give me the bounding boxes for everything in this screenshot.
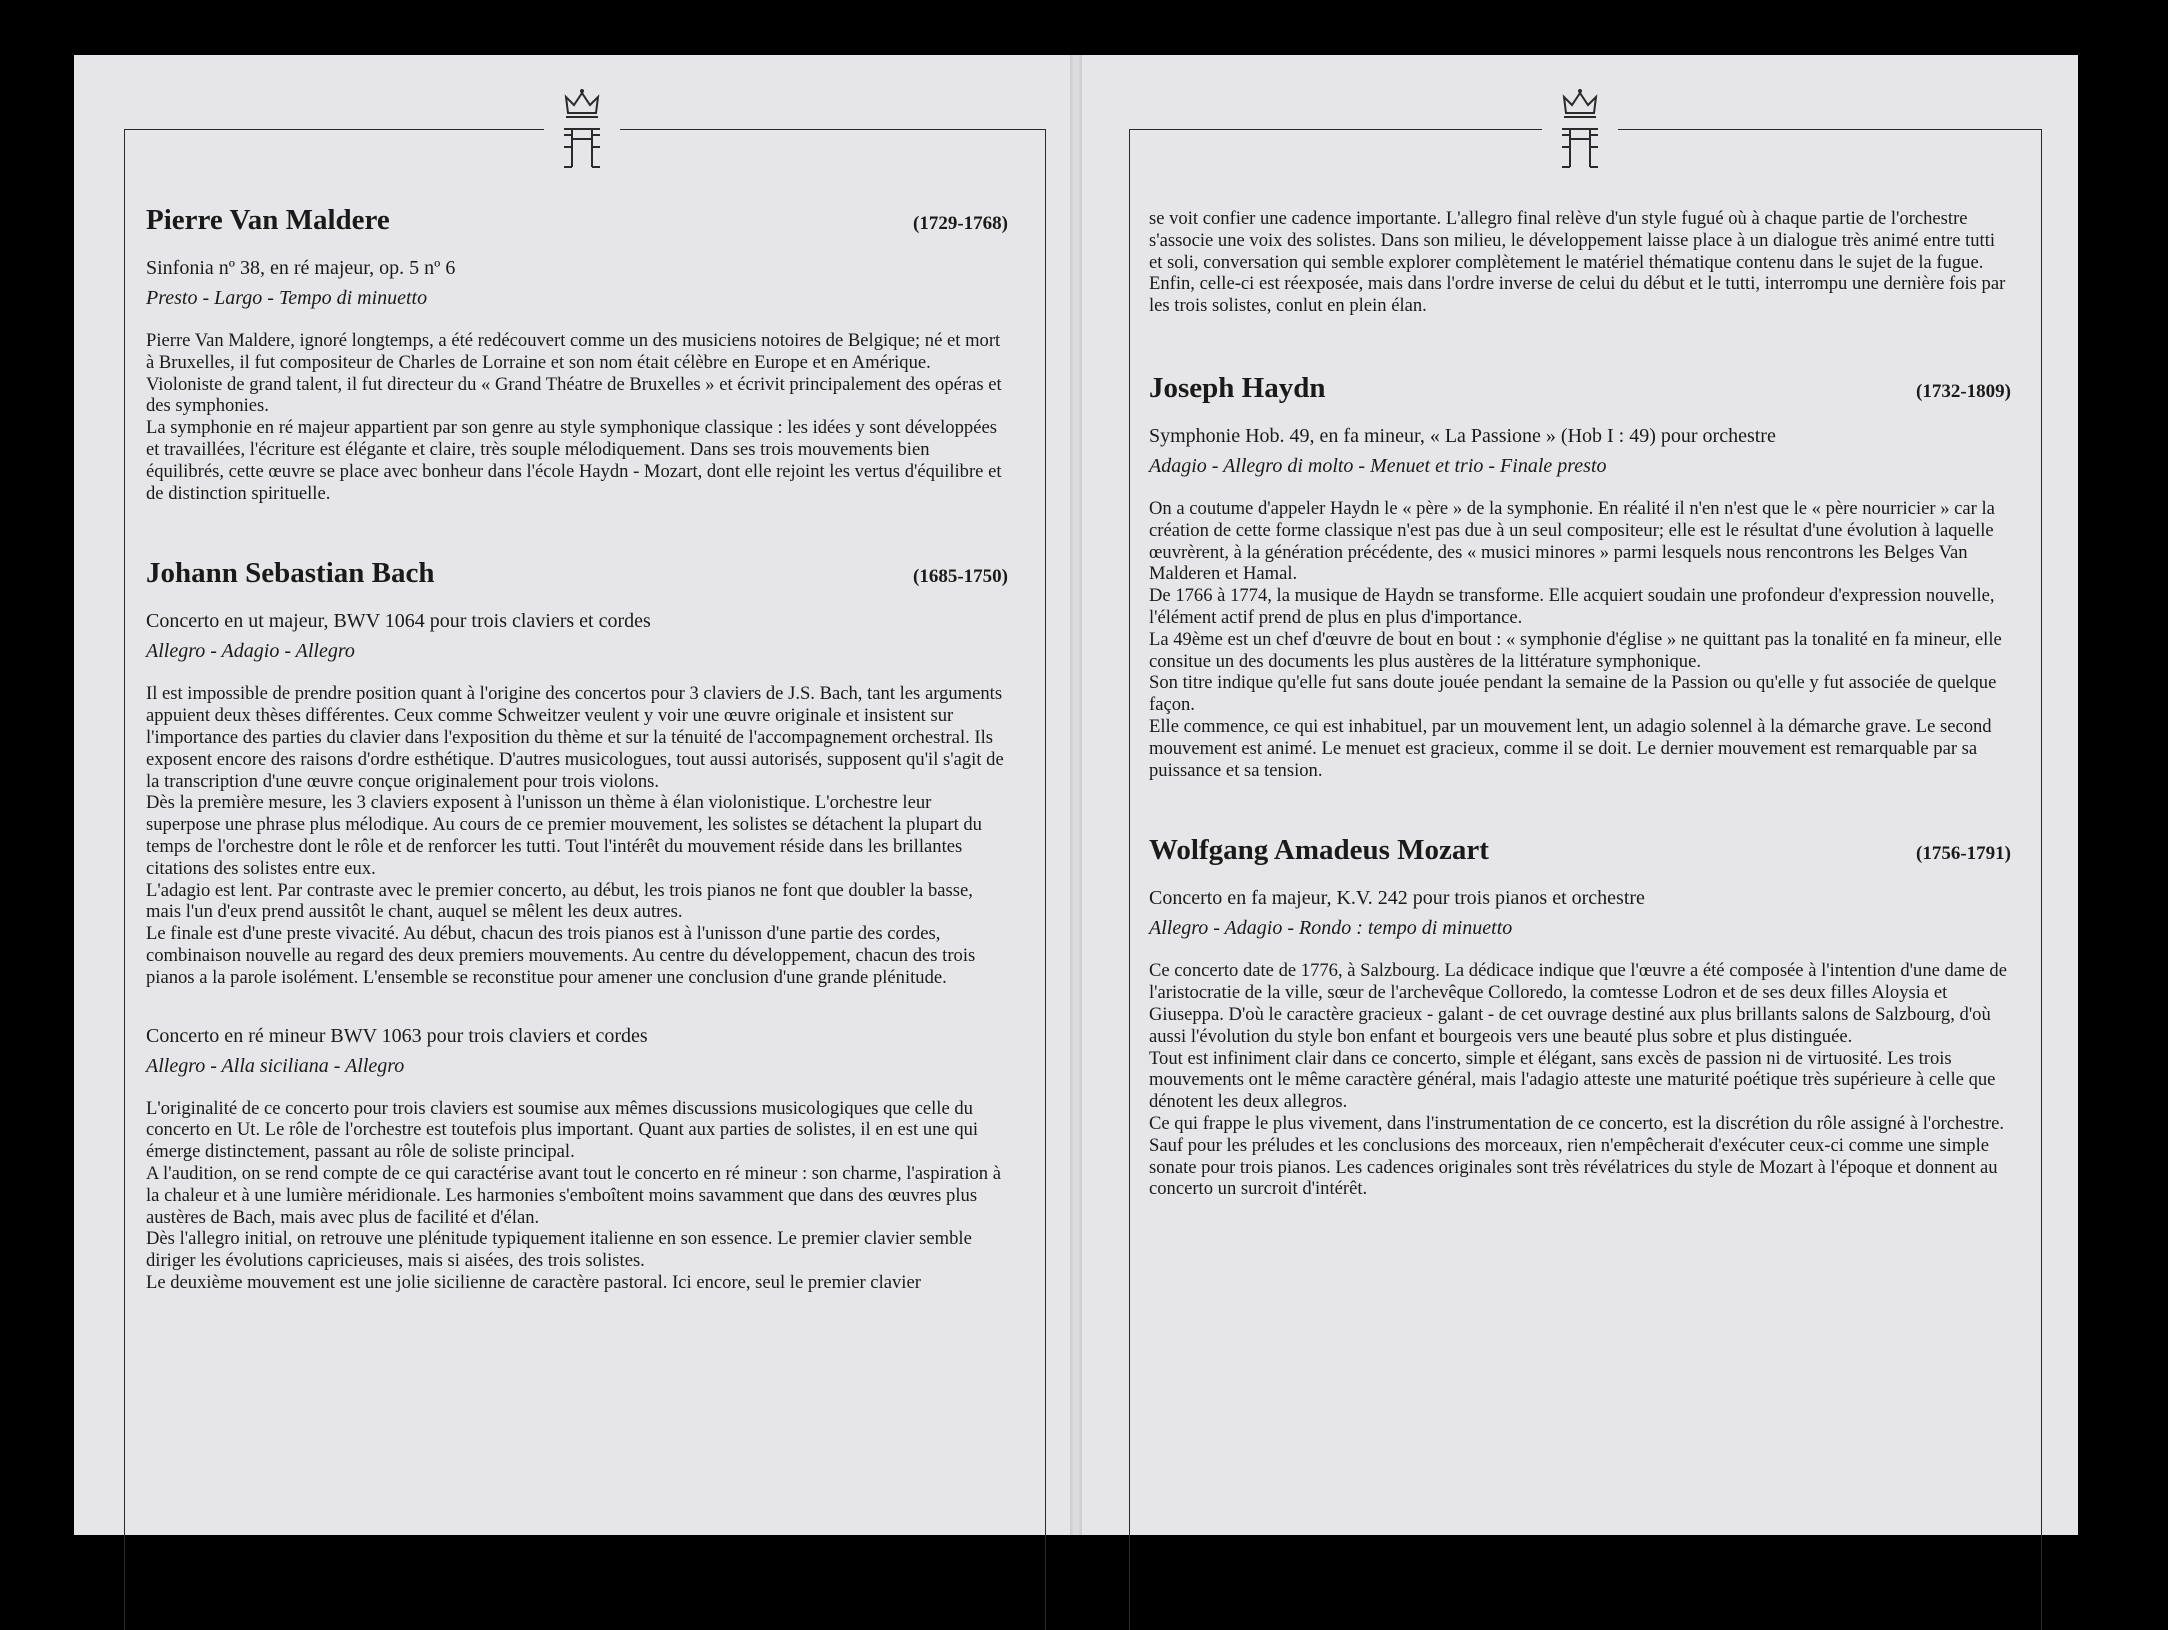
paragraph: Tout est infiniment clair dans ce concerto, simple et élégant, sans excès de passion ni de virtuosité. Les trois mouvements ont le même caractère général, mais l'adagio atteste une maturité poétique très supérieure à celle que dénotent les deux allegros. [1149,1047,1996,1113]
composer-dates: (1732-1809) [1916,380,2011,402]
movements: Presto - Largo - Tempo di minuetto [146,287,428,309]
right-page-content [1149,208,2011,1200]
paragraph: Dès la première mesure, les 3 claviers exposent à l'unisson un thème à élan violonistique. L'orchestre leur superpose une phrase plus mélodique. Au cours de ce premier mouvement, les solistes se détachent la plupart du temps de l'orchestre dont le rôle et de renforcer les tutti. Tout l'intérêt du mouvement réside dans les brillantes citations des solistes entre eux. [146,792,982,879]
movements: Allegro - Alla siciliana - Allegro [146,1054,405,1077]
section-mozart [1149,833,2011,1200]
work-title: Concerto en ut majeur, BWV 1064 pour trois claviers et cordes [146,610,651,633]
program-notes [146,330,1008,504]
continued-paragraph: se voit confier une cadence importante. L'allegro final relève d'un style fugué où à chaque partie de l'orchestre s'associe une voix des solistes. Dans son milieu, le développement laisse place à un dialogue très animé entre tutti et soli, conversation qui semble explorer complètement le matériel thématique contenu dans le sujet de la fugue. Enfin, celle-ci est réexposée, mais dans l'ordre inverse de celui du début et le tutti, interrompu une dernière fois par les trois solistes, conlut en plein élan. [1149,208,2006,317]
composer-name: Wolfgang Amadeus Mozart [1149,834,1489,867]
paragraph: Son titre indique qu'elle fut sans doute jouée pendant la semaine de la Passion ou qu'elle y fut associée de quelque façon. [1149,672,1997,716]
program-notes [1149,960,2011,1200]
movements: Allegro - Adagio - Allegro [146,640,355,663]
paragraph: On a coutume d'appeler Haydn le « père » de la symphonie. En réalité il n'en n'est que le « père nourricier » car la création de cette forme classique n'est pas due à un seul compositeur; elle est le résultat d'une évolution à laquelle œuvrèrent, à la génération précédente, des « musici minores » parmi lesquels nous rencontrons les Belges Van Malderen et Hamal. [1149,497,1995,585]
paragraph: Ce qui frappe le plus vivement, dans l'instrumentation de ce concerto, est la discrétion du rôle assigné à l'orchestre. Sauf pour les préludes et les conclusions des morceaux, rien n'empêcherait d'exécuter ceux-ci comme une simple sonate pour trois pianos. Les cadences originales sont très révélatrices du style de Mozart à l'époque et donnent au concerto un surcroit d'intérêt. [1149,1112,2005,1200]
program-notes [146,683,1008,988]
paragraph: Il est impossible de prendre position quant à l'origine des concertos pour 3 claviers de J.S. Bach, tant les arguments appuient deux thèses différentes. Ceux comme Schweitzer veulent y voir une œuvre originale et insistent sur l'importance des parties du clavier dans l'exposition du thème et sur la ténuité de l'accompagnement orchestral. Ils exposent encore des raisons d'ordre esthétique. D'autres musicologues, tout aussi autorisés, supposent qu'il s'agit de la transcription d'une œuvre conçue originalement pour trois violons. [146,683,1004,792]
work-title: Symphonie Hob. 49, en fa mineur, « La Passione » (Hob I : 49) pour orchestre [1149,424,1776,447]
paragraph: Le finale est d'une preste vivacité. Au début, chacun des trois pianos est à l'unisson d'une partie des cordes, combinaison nouvelle au regard des deux premiers mouvements. Au centre du développement, chacun des trois pianos a la parole isolément. L'ensemble se reconstitue pour amener une conclusion d'une grande plénitude. [146,923,976,988]
work-title: Concerto en fa majeur, K.V. 242 pour trois pianos et orchestre [1149,887,1645,910]
movements: Adagio - Allegro di molto - Menuet et trio - Finale presto [1149,454,1607,477]
paragraph: Ce concerto date de 1776, à Salzbourg. La dédicace indique que l'œuvre a été composée à l'intention d'une dame de l'aristocratie de la ville, sœur de l'archevêque Colloredo, la comtesse Lodron et de ses deux filles Aloysia et Giuseppa. D'où le caractère gracieux - galant - de cet ouvrage destiné aux plus brillants salons de Salzbourg, d'où aussi l'évolution du style bon enfant et bourgeois vers une beauté plus sobre et plus distinguée. [1149,960,2007,1047]
left-page [74,55,1070,1535]
composer-name: Joseph Haydn [1149,371,1326,404]
work-title: Sinfonia nº 38, en ré majeur, op. 5 nº 6 [146,257,456,279]
movements: Allegro - Adagio - Rondo : tempo di minuetto [1149,917,1513,940]
paragraph: Dès l'allegro initial, on retrouve une plénitude typiquement italienne en son essence. Le premier clavier semble diriger les évolutions capricieuses, mais si aisées, des trois solistes. [146,1228,972,1272]
paragraph: Pierre Van Maldere, ignoré longtemps, a été redécouvert comme un des musiciens notoires de Belgique; né et mort à Bruxelles, il fut compositeur de Charles de Lorraine et son nom était célèbre en Europe et en Amérique. Violoniste de grand talent, il fut directeur du « Grand Théatre de Bruxelles » et écrivit principalement des opéras et des symphonies. [146,330,1002,417]
section-bach-bwv1063 [146,1023,1008,1294]
paragraph: L'adagio est lent. Par contraste avec le premier concerto, au début, les trois pianos ne font que doubler la basse, mais l'un d'eux prend aussitôt le chant, auquel se mêlent les deux autres. [146,879,973,923]
right-page [1082,55,2078,1535]
section-haydn [1149,371,2011,781]
composer-dates: (1729-1768) [913,213,1008,234]
royal-crown-monogram-icon [544,83,620,175]
composer-name: Pierre Van Maldere [146,204,390,236]
composer-dates: (1685-1750) [913,566,1008,588]
left-page-content [146,203,1008,1294]
composer-dates: (1756-1791) [1916,843,2011,865]
paragraph: La symphonie en ré majeur appartient par son genre au style symphonique classique : les idées y sont développées et travaillées, l'écriture est élégante et claire, très souple mélodiquement. Dans ses trois mouvements bien équilibrés, cette œuvre se place avec bonheur dans l'école Haydn - Mozart, dont elle rejoint les vertus d'équilibre et de distinction spirituelle. [146,417,1002,504]
paragraph: Elle commence, ce qui est inhabituel, par un mouvement lent, un adagio solennel à la démarche grave. Le second mouvement est animé. Le menuet est gracieux, comme il se doit. Le dernier mouvement est remarquable par sa puissance et sa tension. [1149,715,1992,781]
section-bach [146,556,1008,988]
section-van-maldere [146,203,1008,504]
paragraph: L'originalité de ce concerto pour trois claviers est soumise aux mêmes discussions musicologiques que celle du concerto en Ut. Le rôle de l'orchestre est toutefois plus important. Quant aux parties de solistes, il en est une qui émerge distinctement, passant au rôle de soliste principal. [146,1097,979,1163]
paragraph: Le deuxième mouvement est une jolie sicilienne de caractère pastoral. Ici encore, seul le premier clavier [146,1271,921,1293]
royal-crown-monogram-icon [1542,83,1618,175]
program-notes [1149,498,2011,781]
paragraph: A l'audition, on se rend compte de ce qui caractérise avant tout le concerto en ré mineur : son charme, l'aspiration à la chaleur et à une lumière méridionale. Les harmonies s'emboîtent moins savamment que dans des œuvres plus austères de Bach, mais avec plus de facilité et d'élan. [146,1162,1001,1228]
paragraph: De 1766 à 1774, la musique de Haydn se transforme. Elle acquiert soudain une profondeur d'expression nouvelle, l'élément actif prend de plus en plus d'importance. [1149,585,1995,628]
paragraph: La 49ème est un chef d'œuvre de bout en bout : « symphonie d'église » ne quittant pas la tonalité en fa mineur, elle consitue un des documents les plus austères de la littérature symphonique. [1149,628,2002,672]
work-title: Concerto en ré mineur BWV 1063 pour trois claviers et cordes [146,1024,648,1047]
program-notes [146,1098,1008,1294]
composer-name: Johann Sebastian Bach [146,557,435,590]
